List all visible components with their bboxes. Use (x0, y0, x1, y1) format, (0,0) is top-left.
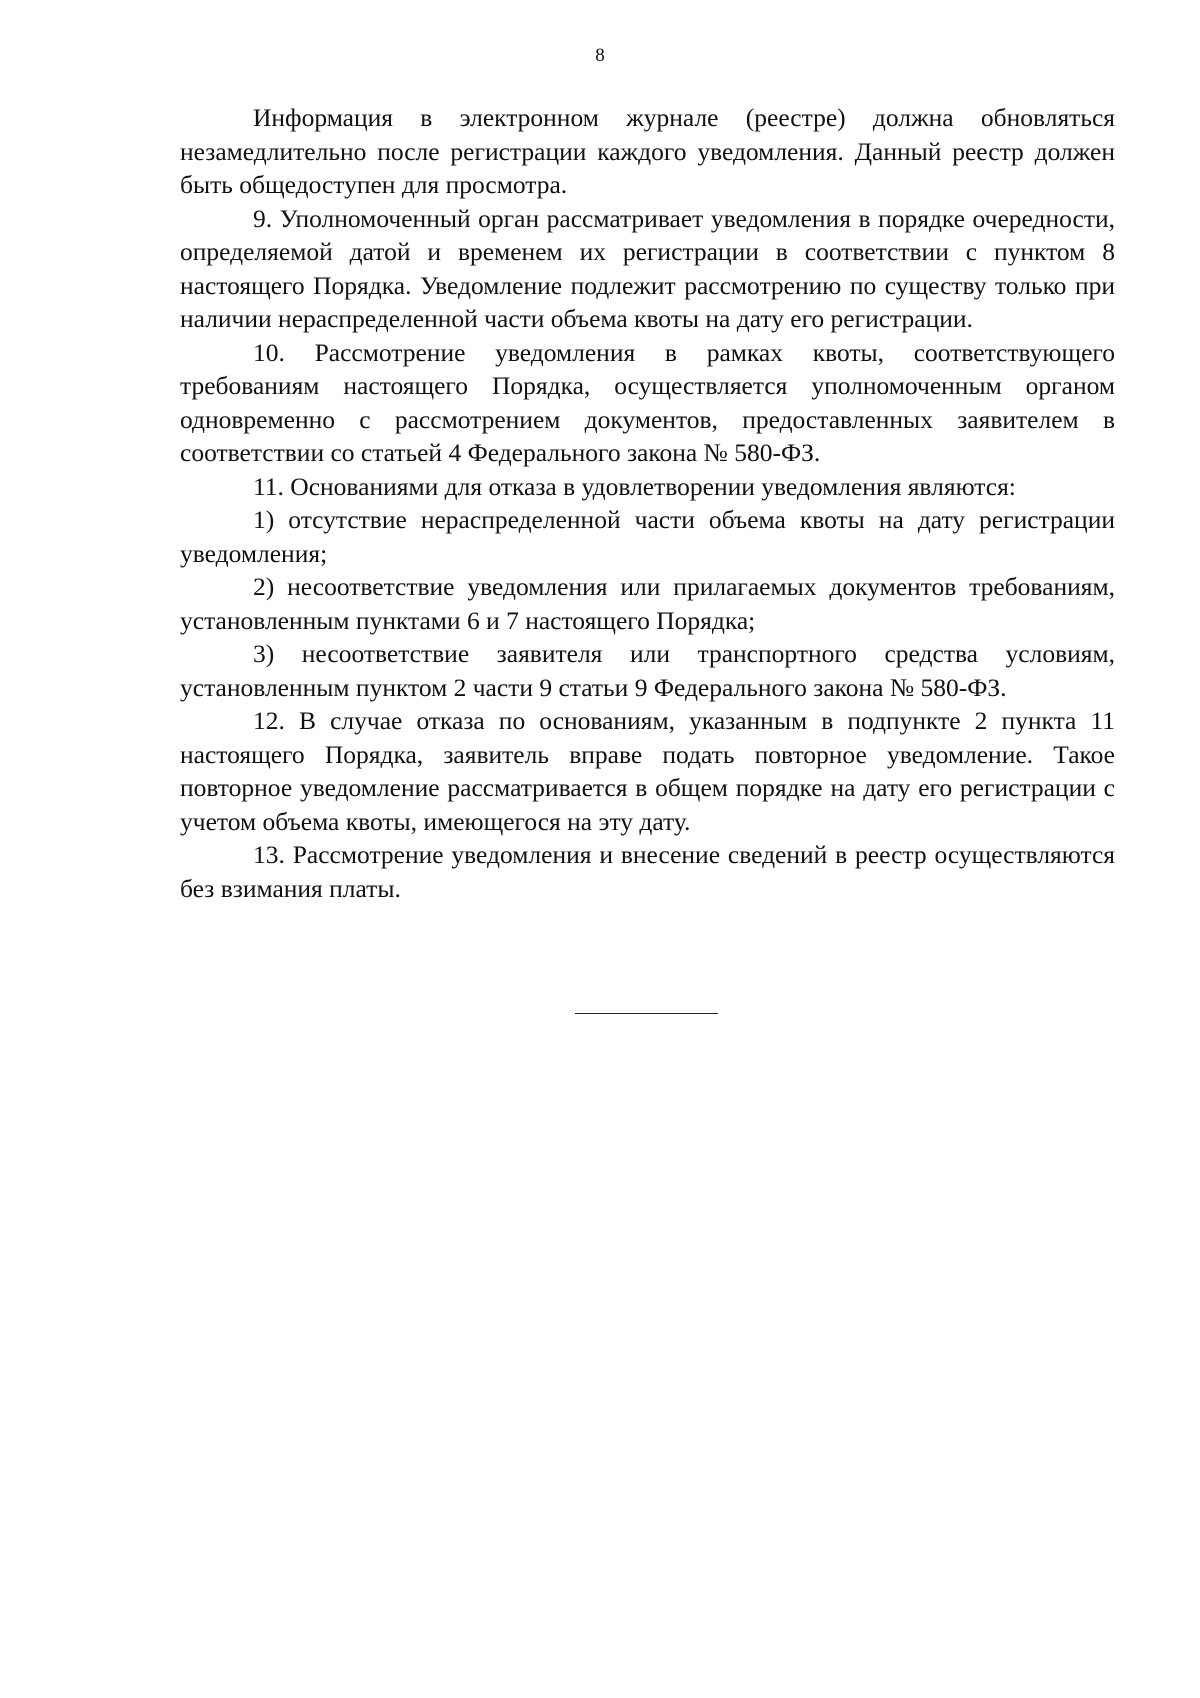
page-number: 8 (595, 45, 605, 66)
paragraph-11-item-2: 2) несоответствие уведомления или прилагаемых документов требованиям, установленным пунктами 6 и 7 настоящего Порядка; (180, 572, 1115, 635)
paragraph-13: 13. Рассмотрение уведомления и внесение сведений в реестр осуществляются без взимания платы. (180, 840, 1115, 903)
paragraph-12: 12. В случае отказа по основаниям, указанным в подпункте 2 пункта 11 настоящего Порядка, заявитель вправе подать повторное уведомление. Такое повторное уведомление рассматривается в общем порядке на дату его регистрации с учетом объема квоты, имеющегося на эту дату. (180, 706, 1115, 836)
paragraph-11-item-1: 1) отсутствие нераспределенной части объема квоты на дату регистрации уведомления; (180, 505, 1115, 568)
document-body (180, 101, 1115, 905)
end-of-document-divider (575, 1013, 718, 1014)
paragraph-registry-info: Информация в электронном журнале (реестре) должна обновляться незамедлительно после регистрации каждого уведомления. Данный реестр должен быть общедоступен для просмотра. (180, 103, 1115, 199)
paragraph-10: 10. Рассмотрение уведомления в рамках квоты, соответствующего требованиям настоящего Порядка, осуществляется уполномоченным органом одновременно с рассмотрением документов, предоставленных заявителем в соответствии со статьей 4 Федерального закона № 580-ФЗ. (180, 337, 1115, 467)
paragraph-11: 11. Основаниями для отказа в удовлетворении уведомления являются: (253, 471, 1016, 501)
paragraph-9: 9. Уполномоченный орган рассматривает уведомления в порядке очередности, определяемой датой и временем их регистрации в соответствии с пунктом 8 настоящего Порядка. Уведомление подлежит рассмотрению по существу только при наличии нераспределенной части объема квоты на дату его регистрации. (180, 203, 1115, 333)
paragraph-11-item-3: 3) несоответствие заявителя или транспортного средства условиям, установленным пунктом 2 части 9 статьи 9 Федерального закона № 580-ФЗ. (180, 639, 1115, 702)
